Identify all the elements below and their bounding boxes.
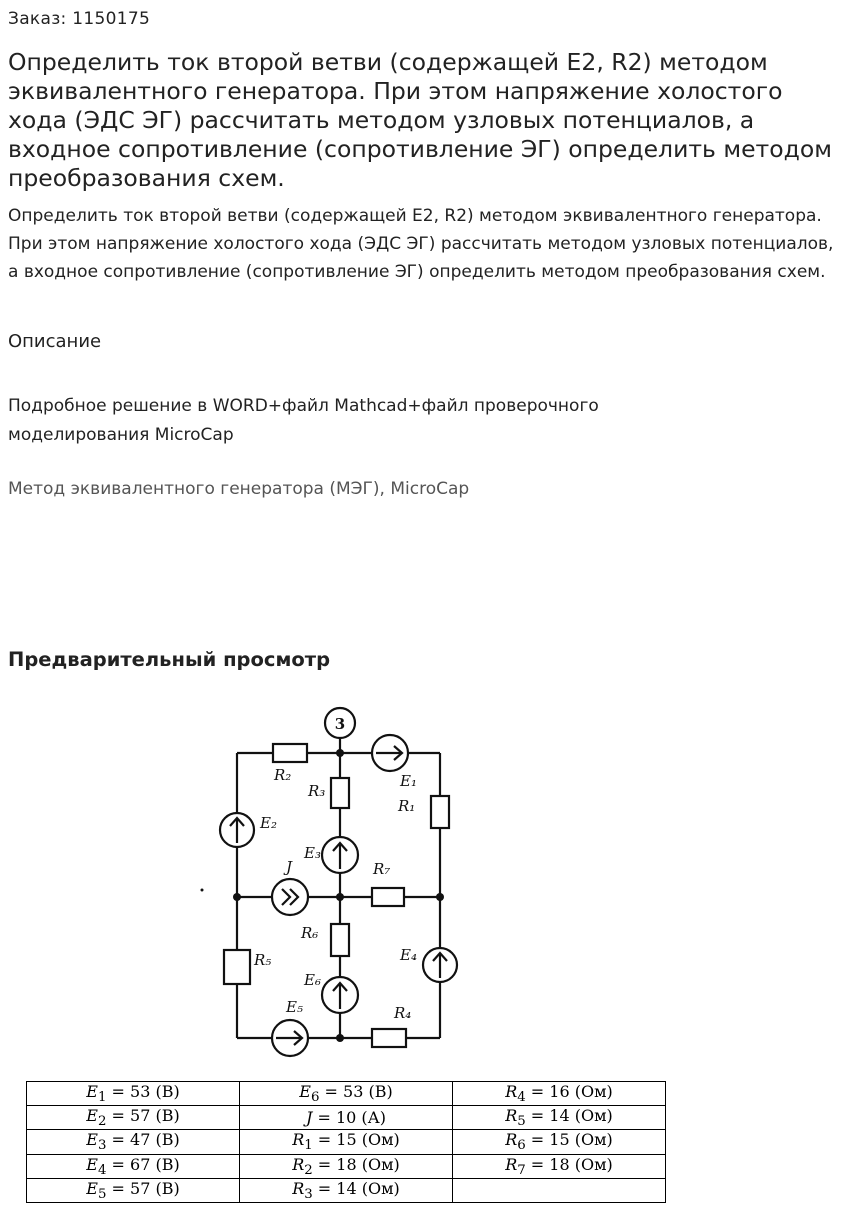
table-cell: [27, 1082, 240, 1106]
label-r5: R₅: [254, 951, 272, 969]
param-value: = 53 (В): [106, 1082, 180, 1101]
param-subscript: 1: [97, 1090, 107, 1106]
param-subscript: 1: [304, 1138, 313, 1154]
param-value: = 18 (Ом): [525, 1154, 613, 1174]
label-e3: E₃: [304, 844, 321, 862]
param-symbol: J: [305, 1108, 313, 1128]
param-subscript: 3: [304, 1186, 313, 1202]
param-symbol: E: [86, 1130, 98, 1150]
tags-line: Метод эквивалентного генератора (МЭГ), MicroCap: [8, 479, 470, 499]
param-subscript: 5: [517, 1114, 526, 1130]
table-cell: [27, 1178, 240, 1202]
solution-details: Подробное решение в WORD+файл Mathcad+файл проверочного моделирования MicroCap: [8, 396, 599, 445]
table-cell: [240, 1106, 453, 1130]
page-title: Определить ток второй ветви (содержащей E2, R2) методом эквивалентного генератора. При этом напряжение холостого хода (ЭДС ЭГ) рассчитать методом узловых потенциалов, а входное сопротивление (сопротивление ЭГ) определить методом преобразования схем.: [8, 48, 832, 192]
param-value: = 14 (Ом): [312, 1178, 400, 1198]
circuit-diagram: [190, 700, 490, 1070]
label-r1: R₁: [398, 797, 416, 815]
table-cell: [27, 1106, 240, 1130]
param-symbol: E: [86, 1082, 98, 1101]
label-r2: R₂: [274, 766, 292, 784]
table-cell: [453, 1082, 666, 1106]
param-value: = 18 (Ом): [312, 1154, 400, 1174]
table-cell: [453, 1130, 666, 1154]
table-row: [27, 1106, 666, 1130]
label-r3: R₃: [308, 782, 326, 800]
param-subscript: 4: [517, 1090, 526, 1106]
param-value: = 67 (В): [106, 1154, 180, 1174]
label-r6: R₆: [301, 924, 319, 942]
table-cell: [240, 1178, 453, 1202]
order-number: Заказ: 1150175: [8, 9, 151, 29]
param-value: = 15 (Ом): [312, 1130, 400, 1150]
param-value: = 16 (Ом): [525, 1082, 613, 1101]
param-symbol: R: [292, 1130, 305, 1150]
label-e6: E₆: [304, 971, 321, 989]
param-value: = 14 (Ом): [525, 1106, 613, 1126]
param-subscript: 5: [97, 1186, 107, 1202]
param-subscript: 6: [517, 1138, 526, 1154]
label-e4: E₄: [400, 946, 417, 964]
label-j: J: [286, 858, 293, 876]
parameters-table: [26, 1081, 666, 1203]
label-e1: E₁: [400, 772, 417, 790]
param-value: = 10 (А): [312, 1108, 387, 1128]
param-value: = 47 (В): [106, 1130, 180, 1150]
param-subscript: 3: [97, 1138, 107, 1154]
table-cell: [453, 1178, 666, 1202]
param-subscript: 7: [517, 1162, 526, 1178]
param-subscript: 2: [304, 1162, 313, 1178]
table-cell: [453, 1106, 666, 1130]
param-symbol: R: [292, 1178, 305, 1198]
table-row: [27, 1178, 666, 1202]
table-cell: [240, 1082, 453, 1106]
table-row: [27, 1154, 666, 1178]
param-subscript: 6: [310, 1090, 320, 1106]
description-heading: Описание: [8, 331, 102, 352]
task-description: Определить ток второй ветви (содержащей E2, R2) методом эквивалентного генератора. При этом напряжение холостого хода (ЭДС ЭГ) рассчитать методом узловых потенциалов, а входное сопротивление (сопротивление ЭГ) определить методом преобразования схем.: [8, 206, 834, 282]
label-e5: E₅: [286, 998, 303, 1016]
param-value: = 53 (В): [319, 1082, 393, 1101]
table-cell: [240, 1130, 453, 1154]
param-symbol: R: [505, 1130, 518, 1150]
param-symbol: E: [86, 1178, 98, 1198]
table-row: [27, 1082, 666, 1106]
preview-heading: Предварительный просмотр: [8, 648, 331, 671]
table-cell: [240, 1154, 453, 1178]
param-value: = 57 (В): [106, 1106, 180, 1126]
param-symbol: R: [505, 1106, 518, 1126]
param-subscript: 2: [97, 1114, 107, 1130]
label-r7: R₇: [373, 860, 391, 878]
param-value: = 57 (В): [106, 1178, 180, 1198]
param-symbol: R: [505, 1082, 518, 1101]
param-symbol: E: [86, 1106, 98, 1126]
table-cell: [27, 1154, 240, 1178]
table-cell: [453, 1154, 666, 1178]
param-symbol: E: [299, 1082, 311, 1101]
label-r4: R₄: [394, 1004, 412, 1022]
param-symbol: E: [86, 1154, 98, 1174]
param-symbol: R: [505, 1154, 518, 1174]
param-subscript: 4: [97, 1162, 107, 1178]
table-cell: [27, 1130, 240, 1154]
label-e2: E₂: [260, 814, 277, 832]
param-symbol: R: [292, 1154, 305, 1174]
node-3-label: 3: [334, 715, 346, 733]
table-row: [27, 1130, 666, 1154]
param-value: = 15 (Ом): [525, 1130, 613, 1150]
